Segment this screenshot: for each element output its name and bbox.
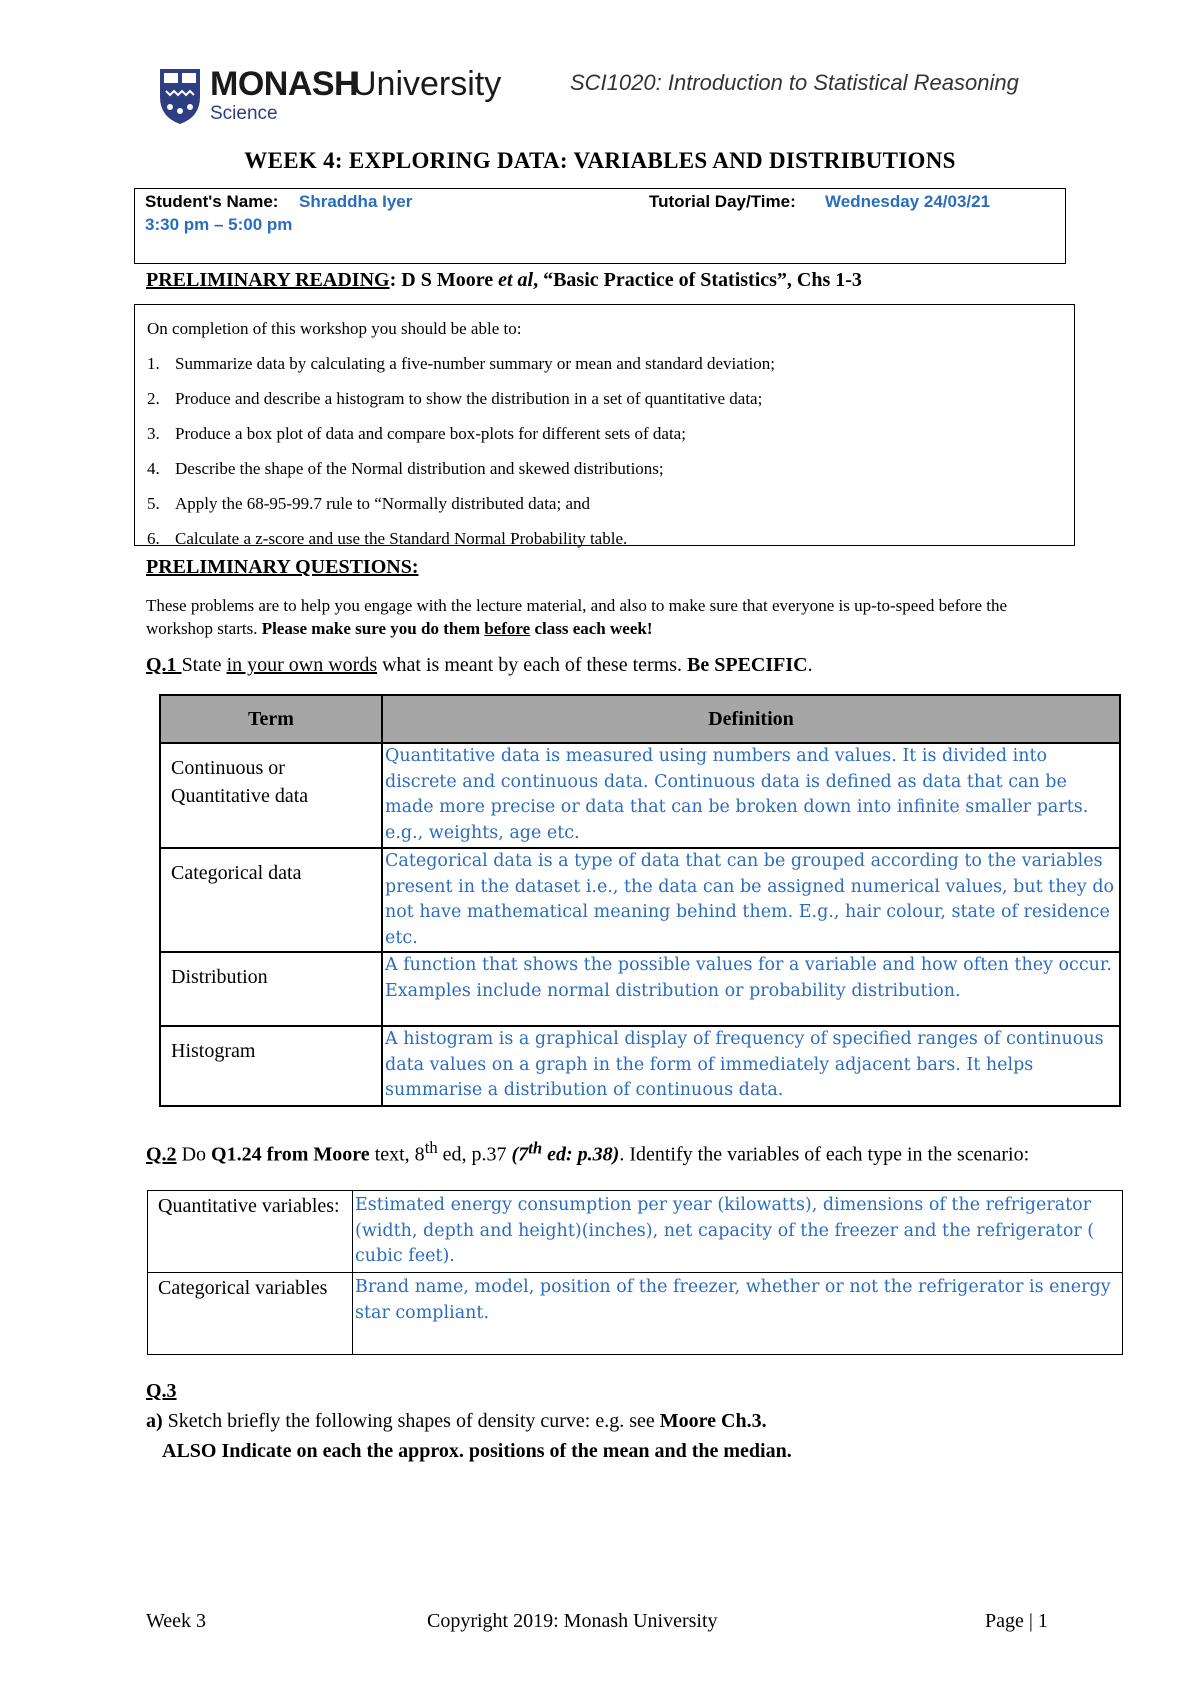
question-2	[146, 1134, 1066, 1169]
definition-cell[interactable]: A function that shows the possible values for a variable and how often they occur. Examples include normal distribution or probability distribution.	[382, 952, 1120, 1026]
pq-text-before: before	[484, 619, 531, 638]
objectives-box	[134, 304, 1075, 546]
q3-label: Q.3	[146, 1380, 177, 1402]
q1-text-b: in your own words	[226, 654, 378, 676]
table-header-row	[160, 695, 1120, 743]
objective-text: Apply the 68-95-99.7 rule to “Normally distributed data; and	[175, 494, 590, 513]
q1-text-a: State	[181, 654, 227, 676]
q1-text-e: .	[807, 654, 813, 676]
tutorial-value: Wednesday 24/03/21	[825, 192, 991, 211]
term-cell: Continuous or Quantitative data	[160, 743, 382, 848]
terms-table	[159, 694, 1121, 1107]
pq-text-d: class each week!	[530, 619, 653, 638]
variables-table	[147, 1190, 1123, 1355]
objective-item	[147, 424, 686, 444]
table-row	[148, 1191, 1123, 1273]
question-3-instruction: ALSO Indicate on each the approx. positions of the mean and the median.	[162, 1440, 792, 1462]
student-name-value: Shraddha Iyer	[299, 192, 413, 211]
question-3	[146, 1380, 217, 1403]
term-cell: Histogram	[160, 1026, 382, 1106]
term-cell: Distribution	[160, 952, 382, 1026]
reading-book: , “Basic Practice of Statistics”, Chs 1-3	[533, 269, 862, 291]
objective-item	[147, 459, 664, 479]
reading-colon: :	[389, 269, 397, 291]
objective-number: 1.	[147, 354, 160, 373]
page-title: WEEK 4: EXPLORING DATA: VARIABLES AND DISTRIBUTIONS	[244, 148, 956, 173]
reading-author: D S Moore	[396, 269, 499, 291]
objective-text: Calculate a z-score and use the Standard Normal Probability table.	[175, 529, 628, 548]
footer-week: Week 3	[146, 1610, 207, 1632]
objective-number: 4.	[147, 459, 160, 478]
logo-science: Science	[210, 103, 278, 124]
objective-number: 5.	[147, 494, 160, 513]
definition-cell[interactable]: Categorical data is a type of data that can be grouped according to the variables present in the dataset i.e., the data can be assigned numerical values, but they do not have mathematical meaning behind them. E.g., hair colour, state of residence etc.	[382, 848, 1120, 952]
table-row	[148, 1273, 1123, 1355]
q2-text-a: Do	[176, 1143, 212, 1166]
student-name-label: Student's Name:	[145, 192, 279, 211]
preliminary-reading-label: PRELIMINARY READING	[146, 269, 390, 291]
objective-number: 3.	[147, 424, 160, 443]
objective-item	[147, 529, 627, 549]
monash-logo	[158, 65, 518, 129]
table-row	[160, 848, 1120, 952]
q2-text-c: text, 8	[369, 1143, 425, 1166]
preliminary-questions-title: PRELIMINARY QUESTIONS:	[146, 556, 419, 578]
reading-etal: et al	[498, 269, 534, 291]
objective-text: Produce a box plot of data and compare box-plots for different sets of data;	[175, 424, 686, 443]
variable-answer-cell[interactable]: Brand name, model, position of the freezer, whether or not the refrigerator is energy star compliant.	[353, 1273, 1123, 1355]
logo-monash: MONASH	[210, 65, 359, 103]
student-info-box	[134, 188, 1066, 264]
col-term-header: Term	[160, 695, 382, 743]
objective-item	[147, 354, 775, 374]
objectives-intro: On completion of this workshop you should be able to:	[147, 319, 522, 338]
q1-text-d: Be SPECIFIC	[687, 654, 808, 676]
definition-cell[interactable]: A histogram is a graphical display of frequency of specified ranges of continuous data values on a graph in the form of immediately adjacent bars. It helps summarise a distribution of continuous data.	[382, 1026, 1120, 1106]
objective-text: Describe the shape of the Normal distribution and skewed distributions;	[175, 459, 664, 478]
q3a-bold: Moore Ch.3.	[659, 1410, 767, 1432]
variable-type-cell: Quantitative variables:	[148, 1191, 353, 1273]
course-title: SCI1020: Introduction to Statistical Reasoning	[570, 70, 1019, 95]
q1-text-c: what is meant by each of these terms.	[377, 654, 688, 676]
footer-copyright: Copyright 2019: Monash University	[427, 1610, 718, 1632]
objective-number: 2.	[147, 389, 160, 408]
q3a-text: Sketch briefly the following shapes of density curve: e.g. see	[162, 1410, 660, 1432]
col-definition-header: Definition	[382, 695, 1120, 743]
q2-text-e: (7	[511, 1143, 529, 1166]
table-row	[160, 1026, 1120, 1106]
logo-university: University	[352, 65, 502, 103]
q2-text-d: ed, p.37	[437, 1143, 512, 1166]
variable-type-cell: Categorical variables	[148, 1273, 353, 1355]
definition-cell[interactable]: Quantitative data is measured using numbers and values. It is divided into discrete and continuous data. Continuous data is defined as data that can be made more precise or data that can be broken down into infinite smaller parts. e.g., weights, age etc.	[382, 743, 1120, 848]
pq-text-b: Please make sure you do them	[261, 619, 485, 638]
variable-answer-cell[interactable]: Estimated energy consumption per year (kilowatts), dimensions of the refrigerator (width, depth and height)(inches), net capacity of the freezer and the refrigerator ( cubic feet).	[353, 1191, 1123, 1273]
objective-item	[147, 389, 762, 409]
objective-text: Summarize data by calculating a five-number summary or mean and standard deviation;	[175, 354, 775, 373]
tutorial-time-value: 3:30 pm – 5:00 pm	[145, 215, 293, 234]
q2-text-b: Q1.24 from Moore	[211, 1143, 370, 1166]
q1-label: Q.1	[146, 654, 182, 676]
crest-icon	[158, 67, 202, 125]
q2-label: Q.2	[146, 1143, 177, 1166]
objective-item	[147, 494, 590, 514]
preliminary-questions-text	[146, 594, 1066, 640]
question-1	[146, 654, 813, 677]
q2-text-g: . Identify the variables of each type in the scenario:	[619, 1143, 1030, 1166]
table-row	[160, 743, 1120, 848]
footer-page-number: Page | 1	[985, 1610, 1048, 1632]
preliminary-reading	[146, 269, 862, 292]
pq-text-a: These problems are to help you engage with the lecture material, and also to make sure that everyone is up-to-speed before the workshop starts.	[146, 596, 1008, 638]
q2-sup2: th	[528, 1138, 543, 1157]
objective-number: 6.	[147, 529, 160, 548]
q2-sup1: th	[424, 1138, 438, 1157]
table-row	[160, 952, 1120, 1026]
objective-text: Produce and describe a histogram to show the distribution in a set of quantitative data;	[175, 389, 763, 408]
tutorial-label: Tutorial Day/Time:	[649, 192, 796, 211]
term-cell: Categorical data	[160, 848, 382, 952]
q3a-label: a)	[146, 1410, 163, 1432]
q2-text-f: ed: p.38)	[542, 1143, 620, 1166]
question-3a	[146, 1410, 767, 1433]
